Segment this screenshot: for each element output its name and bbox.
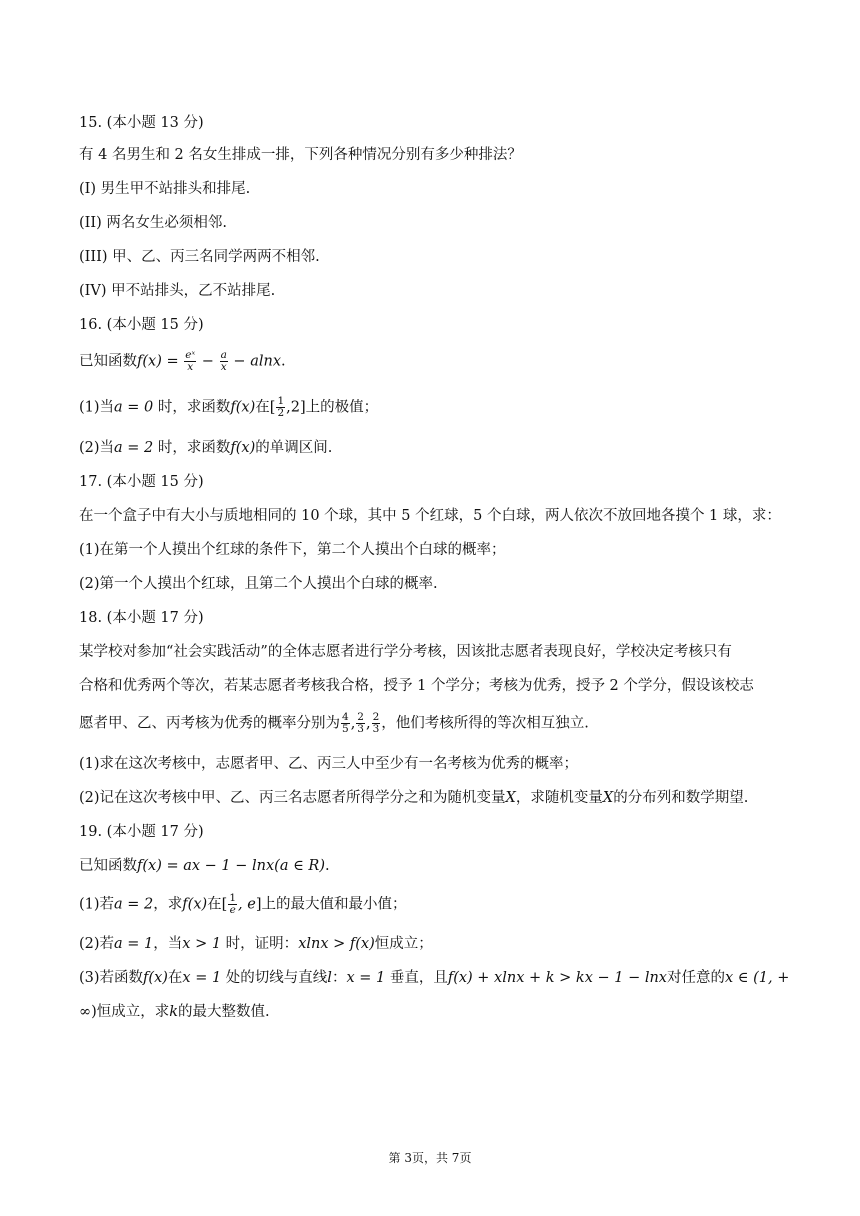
- q15-part-4: (IV) 甲不站排头，乙不站排尾.: [79, 283, 276, 299]
- q18-line-2: 合格和优秀两个等次，若某志愿者考核我合格，授予 1 个学分；考核为优秀，授予 2 个学分，假设该校志: [79, 678, 754, 694]
- q18-part-1: (1)求在这次考核中，志愿者甲、乙、丙三人中至少有一名考核为优秀的概率；: [79, 756, 579, 772]
- q17-stem: 在一个盒子中有大小与质地相同的 10 个球，其中 5 个红球，5 个白球，两人依次不放回地各摸个 1 球，求：: [79, 508, 781, 524]
- fraction: $\frac{2}{3}$: [357, 711, 364, 735]
- page-footer: 第 3页，共 7页: [388, 1151, 472, 1165]
- q18-header: 18. (本小题 17 分): [79, 610, 204, 626]
- q15-part-2: (II) 两名女生必须相邻.: [79, 215, 227, 231]
- q15-header: 15. (本小题 13 分): [79, 115, 204, 131]
- q16-part-2: (2)当a = 2 时，求函数f(x)的单调区间.: [79, 440, 333, 456]
- q17-part-2: (2)第一个人摸出个红球，且第二个人摸出个白球的概率.: [79, 576, 438, 592]
- q19-part-2: (2)若a = 1，当x > 1 时，证明：xlnx > f(x)恒成立；: [79, 936, 433, 952]
- q18-line-3: 愿者甲、乙、丙考核为优秀的概率分别为 $\frac{4}{5}$ , $\frac{2}{3}$ , $\frac{2}{3}$ ，他们考核所得的等次相互独立.: [79, 711, 589, 735]
- q19-part-3: (3)若函数f(x)在x = 1 处的切线与直线l：x = 1 垂直，且f(x) + xlnx + k > kx − 1 − lnx对任意的x ∈ (1, +: [79, 970, 790, 986]
- fraction: $\frac{4}{5}$: [342, 711, 349, 735]
- q18-line-1: 某学校对参加“社会实践活动”的全体志愿者进行学分考核，因该批志愿者表现良好，学校决定考核只有: [79, 644, 732, 660]
- fraction: $\frac{1}{2}$: [277, 395, 285, 419]
- q19-header: 19. (本小题 17 分): [79, 824, 204, 840]
- q17-part-1: (1)在第一个人摸出个红球的条件下，第二个人摸出个白球的概率；: [79, 542, 506, 558]
- fraction: $\frac{\text{eˣ}}{x}$: [185, 349, 196, 373]
- q15-stem: 有 4 名男生和 2 名女生排成一排，下列各种情况分别有多少种排法？: [79, 147, 522, 163]
- q15-part-1: (I) 男生甲不站排头和排尾.: [79, 181, 251, 197]
- q15-part-3: (III) 甲、乙、丙三名同学两两不相邻.: [79, 249, 320, 265]
- fraction: $\frac{2}{3}$: [372, 711, 380, 735]
- q16-stem: 已知函数f(x) = $\frac{\text{eˣ}}{x}$ − $\frac{a}{x}$ − alnx.: [79, 349, 286, 373]
- q16-part-1: (1)当a = 0 时，求函数f(x)在[ $\frac{1}{2}$ ,2]上的极值；: [79, 395, 379, 419]
- q16-header: 16. (本小题 15 分): [79, 317, 204, 333]
- q19-stem: 已知函数f(x) = ax − 1 − lnx(a ∈ R).: [79, 858, 330, 874]
- fraction: $\frac{a}{x}$: [220, 349, 227, 373]
- q18-part-2: (2)记在这次考核中甲、乙、丙三名志愿者所得学分之和为随机变量X，求随机变量X的分布列和数学期望.: [79, 790, 749, 806]
- q17-header: 17. (本小题 15 分): [79, 474, 204, 490]
- q19-part-3-cont: ∞)恒成立，求k的最大整数值.: [79, 1004, 270, 1020]
- q19-part-1: (1)若a = 2，求f(x)在[ $\frac{1}{e}$ , e]上的最大值和最小值；: [79, 892, 407, 916]
- fraction: $\frac{1}{e}$: [229, 892, 237, 916]
